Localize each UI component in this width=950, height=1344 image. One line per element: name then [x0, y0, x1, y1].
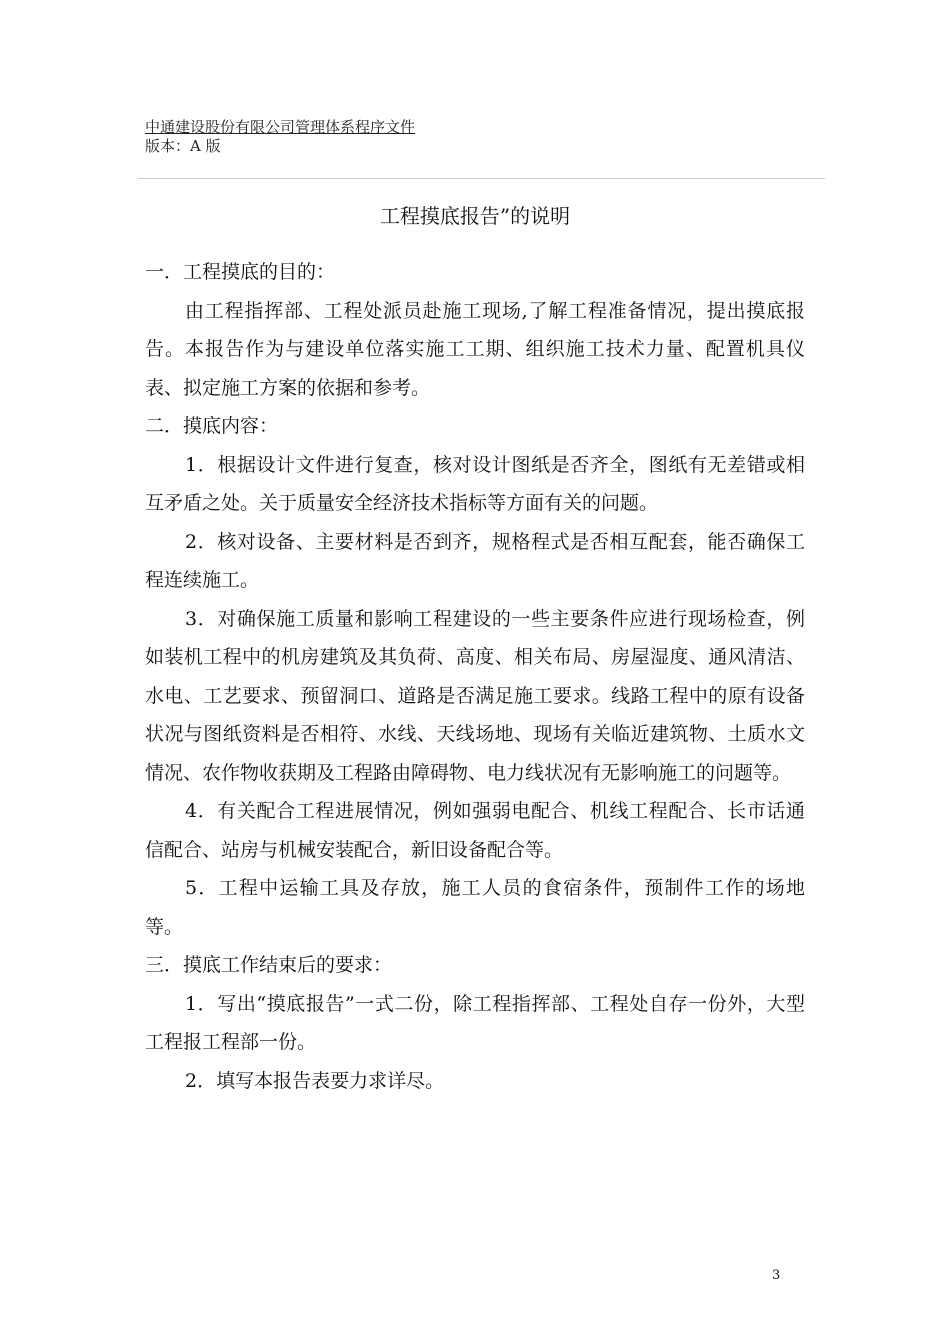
- paragraph: 1．根据设计文件进行复查，核对设计图纸是否齐全，图纸有无差错或相互矛盾之处。关于质量安全经济技术指标等方面有关的问题。: [145, 453, 805, 514]
- header-organization: 中通建设股份有限公司管理体系程序文件: [145, 118, 416, 136]
- document-header: [145, 118, 415, 156]
- header-version: 版本：A 版: [145, 137, 221, 155]
- section-heading: 一．工程摸底的目的：: [145, 261, 336, 283]
- paragraph: 2．核对设备、主要材料是否到齐，规格程式是否相互配套，能否确保工程连续施工。: [145, 530, 805, 591]
- section-heading: 三．摸底工作结束后的要求：: [145, 954, 393, 976]
- paragraph: 1．写出“摸底报告”一式二份，除工程指挥部、工程处自存一份外，大型工程报工程部一份。: [145, 992, 805, 1053]
- document-title: 工程摸底报告”的说明: [379, 204, 571, 228]
- paragraph: 由工程指挥部、工程处派员赴施工现场,了解工程准备情况，提出摸底报告。本报告作为与建设单位落实施工工期、组织施工技术力量、配置机具仪表、拟定施工方案的依据和参考。: [145, 299, 805, 399]
- paragraph: 3．对确保施工质量和影响工程建设的一些主要条件应进行现场检查，例如装机工程中的机房建筑及其负荷、高度、相关布局、房屋湿度、通风清洁、水电、工艺要求、预留洞口、道路是否满足施工要求。线路工程中的原有设备状况与图纸资料是否相符、水线、天线场地、现场有关临近建筑物、土质水文情况、农作物收获期及工程路由障碍物、电力线状况有无影响施工的问题等。: [145, 607, 805, 784]
- header-divider: [138, 178, 825, 179]
- paragraph: 5．工程中运输工具及存放，施工人员的食宿条件，预制件工作的场地等。: [145, 877, 805, 938]
- document-body: [145, 253, 805, 1100]
- paragraph: 2．填写本报告表要力求详尽。: [185, 1069, 445, 1092]
- page-number: 3: [772, 1268, 781, 1283]
- section-heading: 二．摸底内容：: [145, 415, 279, 437]
- paragraph: 4．有关配合工程进展情况，例如强弱电配合、机线工程配合、长市话通信配合、站房与机械安装配合，新旧设备配合等。: [145, 800, 805, 861]
